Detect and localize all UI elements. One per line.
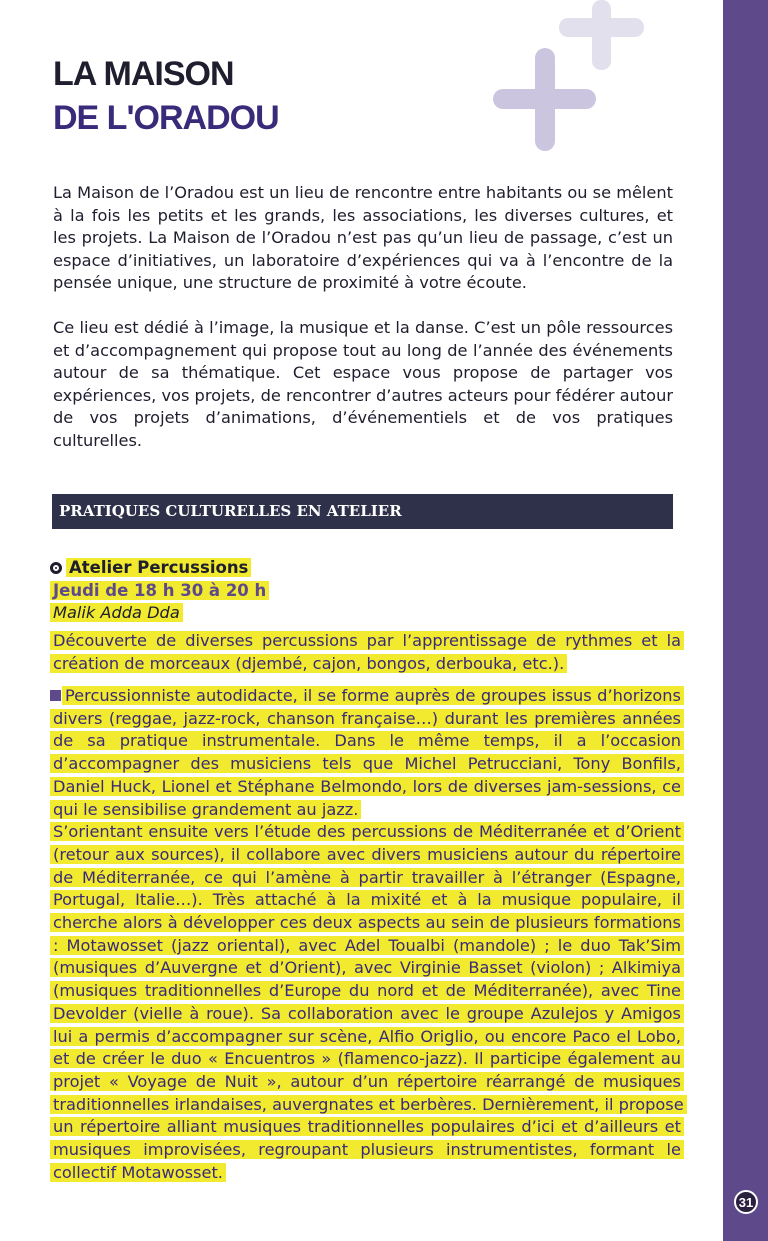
square-icon: [50, 690, 61, 701]
title-line-1: LA MAISON: [53, 55, 234, 93]
ring-icon: [50, 562, 62, 574]
intro-paragraph-1: La Maison de l’Oradou est un lieu de rencontre entre habitants ou se mêlent à la fois les petits et les grands, les associations, les diverses cultures, et les projets. La Maison de l’Oradou n’est pas qu’un lieu de passage, c’est un espace d’initiatives, un laboratoire d’expériences qui va à l’encontre de la pensée unique, une structure de proximité à votre écoute.: [53, 183, 673, 292]
page-number: 31: [734, 1190, 758, 1214]
atelier-instructor: Malik Adda Dda: [50, 603, 183, 622]
atelier-bio-block: [50, 685, 684, 1184]
atelier-instructor-row: [50, 602, 684, 624]
atelier-title: Atelier Percussions: [66, 558, 251, 577]
bio-text-2: S’orientant ensuite vers l’étude des percussions de Méditerranée et d’Orient (retour aux sources), il collabore avec divers musiciens autour du répertoire de Méditerranée, ce qui l’amène à partir travailler à l’étranger (Espagne, Portugal, Italie…). Très attaché à la mixité et à la musique populaire, il cherche alors à développer ces deux aspects au sein de plusieurs formations : Motawosset (jazz oriental), avec Adel Toualbi (mandole) ; le duo Tak’Sim (musiques d’Auvergne et d’Orient), avec Virginie Basset (violon) ; Alkimiya (musiques traditionnelles d’Europe du nord et de Méditerranée), avec Tine Devolder (vielle à roue). Sa collaboration avec le groupe Azulejos y Amigos lui a permis d’accompagner sur scène, Alfio Origlio, ou encore Paco el Lobo, et de créer le duo « Encuentros » (flamenco-jazz). Il participe également au projet « Voyage de Nuit », autour d’un répertoire réarrangé de musiques traditionnelles irlandaises, auvergnates et berbères. Dernièrement, il propose un répertoire alliant musiques traditionnelles populaires d’ici et d’ailleurs et musiques improvisées, regroupant plusieurs instrumentistes, formant le collectif Motawosset.: [50, 822, 687, 1182]
intro-text: [53, 182, 673, 475]
bio-paragraph-2: [50, 821, 684, 1184]
section-heading: PRATIQUES CULTURELLES EN ATELIER: [52, 494, 673, 529]
side-bar: [723, 0, 768, 1241]
atelier-schedule-row: [50, 580, 684, 602]
title-line-2: DE L'ORADOU: [53, 99, 279, 137]
plus-icon-small: [559, 0, 644, 70]
atelier-description: Découverte de diverses percussions par l’apprentissage de rythmes et la création de morceaux (djembé, cajon, bongos, derbouka, etc.).: [50, 631, 684, 673]
atelier-schedule: Jeudi de 18 h 30 à 20 h: [50, 581, 269, 600]
atelier-block: [50, 556, 684, 1184]
page-title: [53, 52, 279, 140]
bio-text-1: Percussionniste autodidacte, il se forme auprès de groupes issus d’horizons divers (reggae, jazz-rock, chanson française…) durant les premières années de sa pratique instrumentale. Dans le même temps, il a l’occasion d’accompagner des musiciens tels que Michel Petrucciani, Tony Bonfils, Daniel Huck, Lionel et Stéphane Belmondo, lors de diverses jam-sessions, ce qui le sensibilise grandement au jazz.: [50, 686, 684, 819]
plus-decoration-icon: [480, 0, 650, 160]
atelier-title-row: [50, 556, 684, 580]
intro-paragraph-2: Ce lieu est dédié à l’image, la musique et la danse. C’est un pôle ressources et d’accompagnement qui propose tout au long de l’année des événements autour de sa thématique. Cet espace vous propose de partager vos expériences, vos projets, de rencontrer d’autres acteurs pour fédérer autour de vos projets d’animations, d’événementiels et de vos pratiques culturelles.: [53, 318, 673, 450]
atelier-description-block: [50, 630, 684, 675]
bio-paragraph-1: [50, 685, 684, 821]
plus-icon-large: [493, 48, 596, 151]
